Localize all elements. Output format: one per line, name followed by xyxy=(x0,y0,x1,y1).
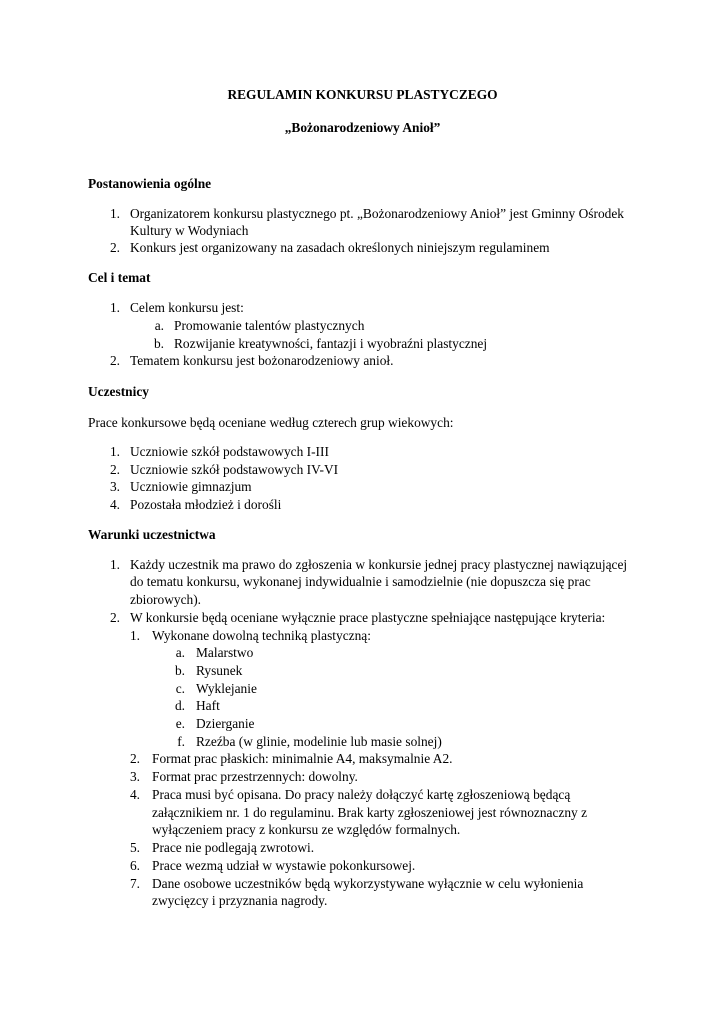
list-item-number: 4. xyxy=(129,787,140,802)
list-item-number: 2. xyxy=(109,610,120,625)
participants-intro: Prace konkursowe będą oceniane według czterech grup wiekowych: xyxy=(88,415,454,430)
technique-letter: c. xyxy=(175,681,185,696)
list-item-text: Format prac płaskich: minimalnie A4, maksymalnie A2. xyxy=(152,751,453,766)
section-heading-goal: Cel i temat xyxy=(88,270,151,285)
list-item-number: 2. xyxy=(129,751,140,766)
list-item-text: załącznikiem nr. 1 do regulaminu. Brak karty zgłoszeniowej jest równoznaczny z xyxy=(152,805,588,820)
list-item-text: Format prac przestrzennych: dowolny. xyxy=(152,769,358,784)
section-heading-general: Postanowienia ogólne xyxy=(88,176,212,191)
list-item-number: 2. xyxy=(109,240,120,255)
list-item-text: Kultury w Wodyniach xyxy=(130,223,249,238)
list-item-text: Rozwijanie kreatywności, fantazji i wyobraźni plastycznej xyxy=(174,336,488,351)
technique-letter: e. xyxy=(175,716,185,731)
technique-letter: a. xyxy=(175,645,185,660)
list-item-number: 1. xyxy=(109,444,120,459)
technique-letter: f. xyxy=(177,734,185,749)
list-item-number: 2. xyxy=(109,353,120,368)
document-title: REGULAMIN KONKURSU PLASTYCZEGO xyxy=(227,87,498,102)
list-item-text: Praca musi być opisana. Do pracy należy dołączyć kartę zgłoszeniową będącą xyxy=(152,787,571,802)
technique-text: Rzeźba (w glinie, modelinie lub masie solnej) xyxy=(196,734,442,749)
section-heading-conditions: Warunki uczestnictwa xyxy=(88,527,216,542)
technique-text: Dzierganie xyxy=(196,716,255,731)
technique-text: Rysunek xyxy=(196,663,243,678)
list-item-text: Organizatorem konkursu plastycznego pt. „Bożonarodzeniowy Anioł” jest Gminny Ośrodek xyxy=(130,206,624,221)
list-item-text: Celem konkursu jest: xyxy=(130,300,244,315)
list-item-number: 7. xyxy=(129,876,140,891)
list-item-number: 1. xyxy=(129,628,140,643)
technique-text: Wyklejanie xyxy=(196,681,257,696)
list-item-number: 1. xyxy=(109,206,120,221)
technique-letter: b. xyxy=(174,663,185,678)
technique-text: Malarstwo xyxy=(196,645,254,660)
list-item-text: Tematem konkursu jest bożonarodzeniowy anioł. xyxy=(130,353,394,368)
list-item-text: W konkursie będą oceniane wyłącznie prace plastyczne spełniające następujące kryteria: xyxy=(130,610,606,625)
list-item-text: Uczniowie szkół podstawowych IV-VI xyxy=(130,462,339,477)
list-item-text: Promowanie talentów plastycznych xyxy=(174,318,365,333)
document-subtitle: „Bożonarodzeniowy Anioł” xyxy=(284,120,441,135)
technique-letter: d. xyxy=(174,698,185,713)
list-item-number: 3. xyxy=(129,769,140,784)
list-item-text: do tematu konkursu, wykonanej indywidualnie i samodzielnie (nie dopuszcza się prac xyxy=(130,574,591,589)
list-item-text: Pozostała młodzież i dorośli xyxy=(130,497,282,512)
section-heading-participants: Uczestnicy xyxy=(88,384,149,399)
technique-text: Haft xyxy=(196,698,220,713)
list-item-text: zwycięzcy i przyznania nagrody. xyxy=(152,893,328,908)
list-item-number: 4. xyxy=(109,497,120,512)
list-item-number: 5. xyxy=(129,840,140,855)
list-item-number: b. xyxy=(153,336,164,351)
list-item-text: Każdy uczestnik ma prawo do zgłoszenia w konkursie jednej pracy plastycznej nawiązującej xyxy=(130,557,628,572)
list-item-number: 1. xyxy=(109,557,120,572)
list-item-number: a. xyxy=(154,318,164,333)
list-item-text: Uczniowie gimnazjum xyxy=(130,479,252,494)
list-item-number: 3. xyxy=(109,479,120,494)
list-item-text: Prace wezmą udział w wystawie pokonkursowej. xyxy=(152,858,416,873)
list-item-text: Dane osobowe uczestników będą wykorzystywane wyłącznie w celu wyłonienia xyxy=(152,876,584,891)
list-item-text: zbiorowych). xyxy=(130,592,202,607)
list-item-text: Konkurs jest organizowany na zasadach określonych niniejszym regulaminem xyxy=(130,240,550,255)
list-item-text: Prace nie podlegają zwrotowi. xyxy=(152,840,315,855)
list-item-number: 6. xyxy=(129,858,140,873)
list-item-text: wyłączeniem pracy z konkursu ze względów formalnych. xyxy=(152,822,461,837)
list-item-text: Wykonane dowolną techniką plastyczną: xyxy=(152,628,371,643)
list-item-text: Uczniowie szkół podstawowych I-III xyxy=(130,444,329,459)
list-item-number: 2. xyxy=(109,462,120,477)
list-item-number: 1. xyxy=(109,300,120,315)
